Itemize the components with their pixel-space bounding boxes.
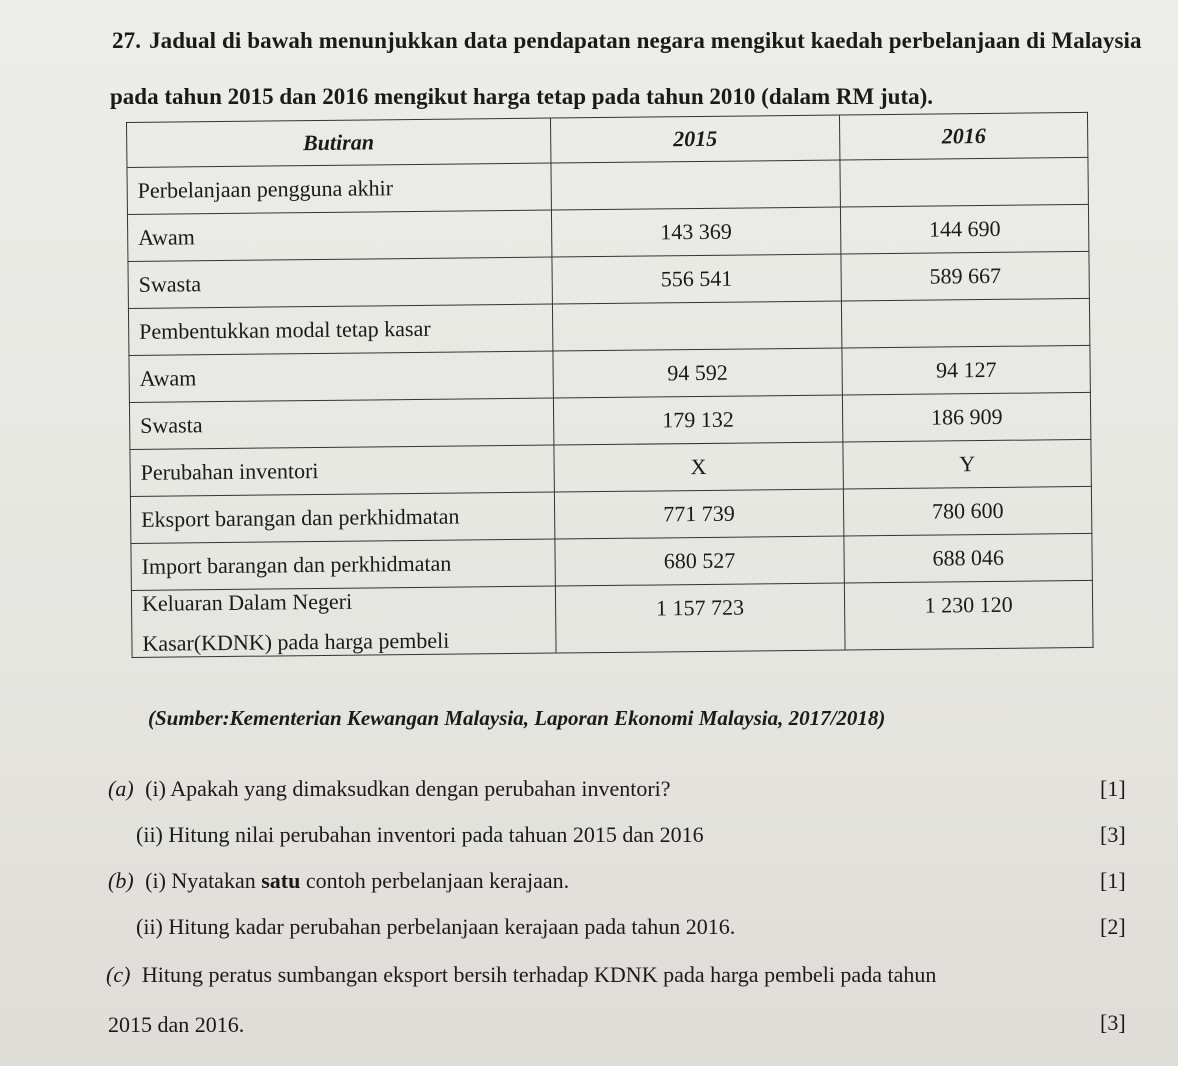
income-table (126, 112, 1094, 658)
value-2015: X (554, 442, 844, 492)
value-2016: Y (843, 439, 1091, 489)
row-label: Perubahan inventori (130, 445, 554, 496)
part-text-bold: satu (261, 868, 301, 893)
question-intro-line1 (112, 28, 1142, 54)
value-2015: 143 369 (551, 207, 841, 257)
question-a-i (108, 776, 671, 802)
value-2016: 144 690 (841, 204, 1089, 254)
row-label: Perbelanjaan pengguna akhir (127, 163, 551, 214)
sub-label: (ii) (136, 914, 163, 939)
part-label: (b) (108, 868, 134, 893)
table-source: (Sumber:Kementerian Kewangan Malaysia, Laporan Ekonomi Malaysia, 2017/2018) (148, 706, 886, 730)
question-c-line2: 2015 dan 2016. (108, 1012, 245, 1037)
header-butiran: Butiran (127, 118, 551, 167)
row-label-line1: Keluaran Dalam Negeri (141, 588, 353, 616)
row-label (131, 586, 555, 657)
part-text: Hitung kadar perubahan perbelanjaan kerajaan pada tahun 2016. (168, 914, 736, 939)
row-label: Swasta (129, 398, 553, 449)
part-label: (a) (108, 776, 134, 801)
value-2016: 589 667 (841, 251, 1089, 301)
row-label: Awam (127, 210, 551, 261)
part-text: Hitung peratus sumbangan eksport bersih terhadap KDNK pada harga pembeli pada tahun (141, 962, 937, 987)
part-text-post: contoh perbelanjaan kerajaan. (300, 868, 570, 893)
marks-c: [3] (1100, 1010, 1126, 1035)
marks-b-ii: [2] (1100, 914, 1126, 939)
question-b-ii (136, 914, 735, 940)
intro-text-line1: Jadual di bawah menunjukkan data pendapatan negara mengikut kaedah perbelanjaan di Malaysia (149, 28, 1142, 53)
row-label: Swasta (128, 257, 552, 308)
marks-b-i: [1] (1100, 868, 1126, 893)
row-label-line2: Kasar(KDNK) pada harga pembeli (142, 627, 450, 656)
question-c (106, 962, 936, 988)
row-label: Eksport barangan dan perkhidmatan (130, 492, 554, 543)
value-2015: 1 157 723 (555, 583, 845, 653)
question-intro-line2: pada tahun 2015 dan 2016 mengikut harga tetap pada tahun 2010 (dalam RM juta). (110, 84, 934, 109)
table-row (131, 580, 1093, 657)
value-2015 (552, 301, 842, 351)
row-label: Import barangan dan perkhidmatan (131, 539, 555, 590)
question-number: 27. (112, 28, 142, 53)
row-label: Awam (129, 351, 553, 402)
part-text: Apakah yang dimaksudkan dengan perubahan inventori? (170, 776, 671, 801)
value-2016: 94 127 (842, 345, 1090, 395)
header-2016: 2016 (840, 112, 1088, 160)
sub-label: (ii) (136, 822, 163, 847)
value-2015: 94 592 (553, 348, 843, 398)
value-2016 (842, 298, 1090, 348)
marks-a-ii: [3] (1100, 822, 1126, 847)
value-2016: 780 600 (844, 486, 1092, 536)
question-b-i (108, 868, 569, 894)
value-2015: 556 541 (552, 254, 842, 304)
value-2015: 680 527 (554, 536, 844, 586)
value-2016: 688 046 (844, 533, 1092, 583)
value-2016 (840, 157, 1088, 207)
question-a-ii (136, 822, 704, 848)
marks-a-i: [1] (1100, 776, 1126, 801)
value-2016: 186 909 (843, 392, 1091, 442)
value-2015: 179 132 (553, 395, 843, 445)
part-label: (c) (106, 962, 131, 987)
sub-label: (i) (145, 776, 166, 801)
value-2015 (551, 160, 841, 210)
value-2016: 1 230 120 (845, 580, 1093, 650)
value-2015: 771 739 (554, 489, 844, 539)
sub-label: (i) (145, 868, 166, 893)
part-text: Hitung nilai perubahan inventori pada tahuan 2015 dan 2016 (168, 822, 704, 847)
row-label: Pembentukkan modal tetap kasar (128, 304, 552, 355)
header-2015: 2015 (550, 115, 840, 163)
part-text-pre: Nyatakan (171, 868, 262, 893)
